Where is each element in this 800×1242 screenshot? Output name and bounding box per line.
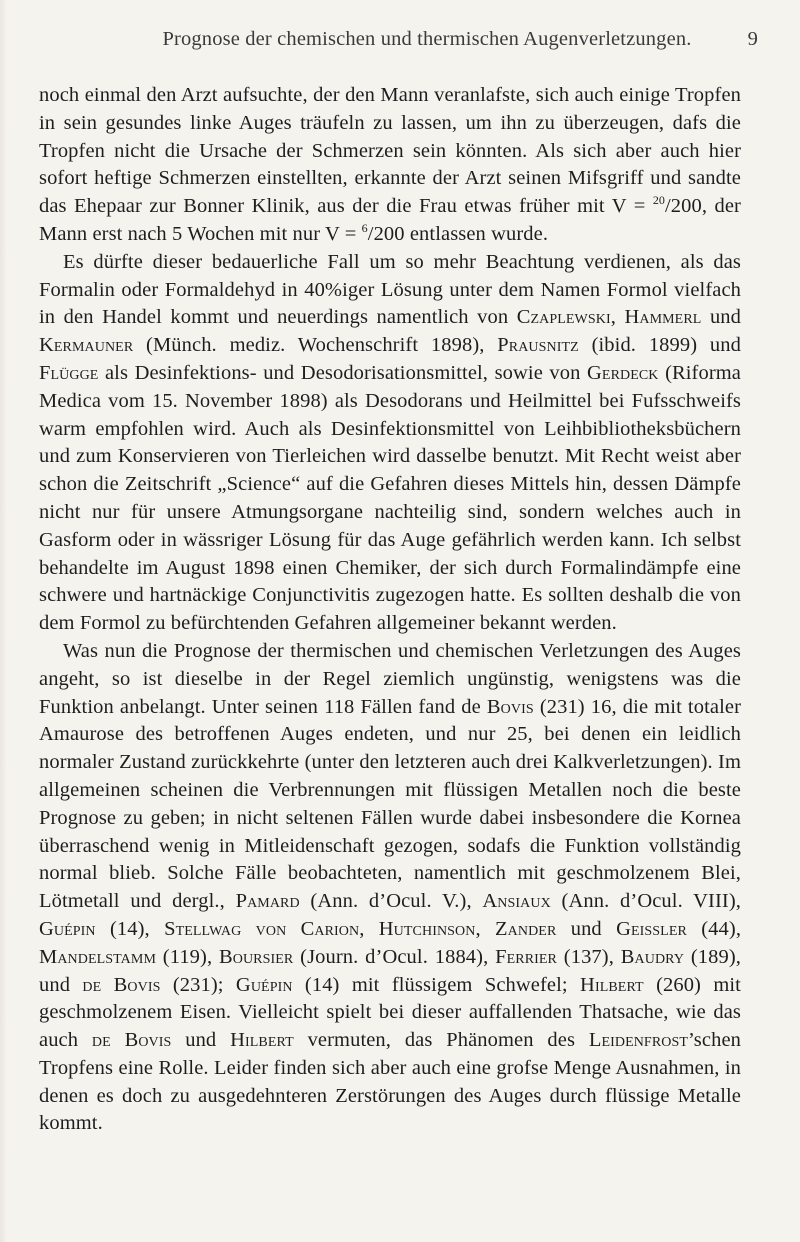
text-run: (14), xyxy=(95,917,165,940)
author-name: Boursier xyxy=(218,945,294,968)
author-name: de Bovis xyxy=(82,973,161,996)
text-run: (231) 16, die mit totaler Amaurose des betroffenen Auges endeten, und nur 25, bei denen ein leidlich normaler Zustand zurückkehrte (unter den letzteren auch drei Kalkverletzungen). Im allgemeinen scheinen die Verbrennungen mit flüssigen Metallen noch die beste Prognose zu geben; in nicht seltenen Fällen wurde dabei insbesondere die Kornea überraschend wenig in Mitleidenschaft gezogen, sodafs die Funktion vollständig normal blieb. Solche Fälle beobachteten, namentlich mit geschmolzenem Blei, Lötmetall und dergl., xyxy=(39,695,741,913)
author-name: Guépin xyxy=(235,973,293,996)
author-name: Leidenfrost xyxy=(588,1029,689,1052)
author-name: de Bovis xyxy=(91,1029,172,1052)
text-run: (231); xyxy=(160,973,236,996)
text-run: noch einmal den Arzt aufsuchte, der den Mann veranlafste, sich auch einige Tropfen in sein gesundes linke Auges träufeln zu lassen, um ihn zu überzeugen, dafs die Tropfen nicht die Ursache der Schmerzen sein könnten. Als sich aber auch hier sofort heftige Schmerzen einstellten, erkannte der Arzt seinen Mifsgriff und sandte das Ehepaar zur Bonner Klinik, aus der die Frau etwas früher mit V = xyxy=(39,84,741,218)
paragraph-2 xyxy=(39,249,741,638)
superscript: 6 xyxy=(361,221,368,236)
text-run: , xyxy=(475,917,496,940)
author-name: Guépin xyxy=(39,917,96,940)
page-edge xyxy=(0,0,7,1242)
text-run: vermuten, das Phänomen des xyxy=(293,1029,589,1052)
author-name: Bovis xyxy=(486,695,534,718)
text-run: und xyxy=(171,1029,231,1052)
text-run: /200 entlassen wurde. xyxy=(367,222,549,245)
text-run: (189), und xyxy=(39,945,741,996)
text-run: /200, der Mann erst nach 5 Wochen mit nur V = xyxy=(39,195,741,245)
text-run: (44), xyxy=(686,917,742,940)
author-name: Mandelstamm xyxy=(39,945,156,968)
text-run: und xyxy=(556,917,617,940)
text-run: (ibid. 1899) und xyxy=(578,334,741,357)
header-title: Prognose der chemischen und thermischen Augenverletzungen. xyxy=(162,28,692,50)
text-run: Was nun die Prognose der thermischen und chemischen Verletzungen des Auges angeht, so ist dieselbe in der Regel ziemlich ungünstig, wenigstens was die Funktion anbelangt. Unter seinen 118 Fällen fand de xyxy=(39,639,741,718)
text-run: als Desinfektions- und Desodorisationsmittel, sowie von xyxy=(98,361,588,384)
text-run: (Münch. mediz. Wochenschrift 1898), xyxy=(133,334,498,357)
author-name: Hutchinson xyxy=(378,917,476,940)
text-run: und xyxy=(701,306,741,329)
author-name: Hilbert xyxy=(230,1029,294,1052)
text-run: (Ann. d’Ocul. VIII), xyxy=(550,890,741,913)
author-name: Geissler xyxy=(616,917,687,940)
text-run: (137), xyxy=(557,945,621,968)
running-header xyxy=(96,28,758,51)
superscript: 20 xyxy=(652,193,666,208)
text-run: (Journ. d’Ocul. 1884), xyxy=(293,945,496,968)
text-run: ’schen Tropfens eine Rolle. Leider finden sich aber auch eine grofse Menge Ausnahmen, in denen es doch zu ausgedehnteren Zerstörungen des Auges durch flüssige Metalle kommt. xyxy=(39,1029,741,1135)
text-run: (Riforma Medica vom 15. November 1898) als Desodorans und Heilmittel bei Fufsschweifs warm empfohlen wird. Auch als Desinfektionsmittel von Leihbibliotheksbüchern und zum Konservieren von Tierleichen wird dasselbe benutzt. Mit Recht weist aber schon die Zeitschrift „Science“ auf die Gefahren dieses Mittels hin, dessen Dämpfe nicht nur für unsere Atmungsorgane nachteilig sind, sondern welches auch in Gasform oder in wässriger Lösung für das Auge gefährlich werden kann. Ich selbst behandelte im August 1898 einen Chemiker, der sich durch Formalindämpfe eine schwere und hartnäckige Conjunctivitis zugezogen hatte. Es sollten deshalb die von dem Formol zu befürchtenden Gefahren allgemeiner bekannt werden. xyxy=(39,361,742,635)
author-name: Zander xyxy=(495,917,557,940)
text-run: , xyxy=(610,306,625,329)
text-run: (119), xyxy=(156,945,219,968)
author-name: Prausnitz xyxy=(497,334,579,357)
author-name: Czaplewski xyxy=(516,306,611,329)
text-run: (14) mit flüssigem Schwefel; xyxy=(292,973,581,996)
author-name: Pamard xyxy=(235,890,300,913)
author-name: Ferrier xyxy=(495,945,557,968)
page-number: 9 xyxy=(747,28,758,50)
author-name: Stellwag von Carion xyxy=(164,917,360,940)
body-text xyxy=(39,82,741,1138)
author-name: Ansiaux xyxy=(482,890,551,913)
text-run: Es dürfte dieser bedauerliche Fall um so mehr Beachtung verdienen, als das Formalin oder Formaldehyd in 40%iger Lösung unter dem Namen Formol vielfach in den Handel kommt und neuerdings namentlich von xyxy=(39,250,741,329)
text-run: (Ann. d’Ocul. V.), xyxy=(299,890,483,913)
text-run: , xyxy=(359,917,379,940)
paragraph-3 xyxy=(39,638,741,1138)
author-name: Kermauner xyxy=(39,334,134,357)
author-name: Flügge xyxy=(39,361,99,384)
author-name: Baudry xyxy=(620,945,685,968)
author-name: Gerdeck xyxy=(587,361,659,384)
author-name: Hilbert xyxy=(580,973,644,996)
author-name: Hammerl xyxy=(624,306,702,329)
text-run: (260) mit geschmolzenem Eisen. Vielleicht spielt bei dieser auffallenden Thatsache, wie das auch xyxy=(39,973,741,1052)
paragraph-1 xyxy=(39,82,741,249)
